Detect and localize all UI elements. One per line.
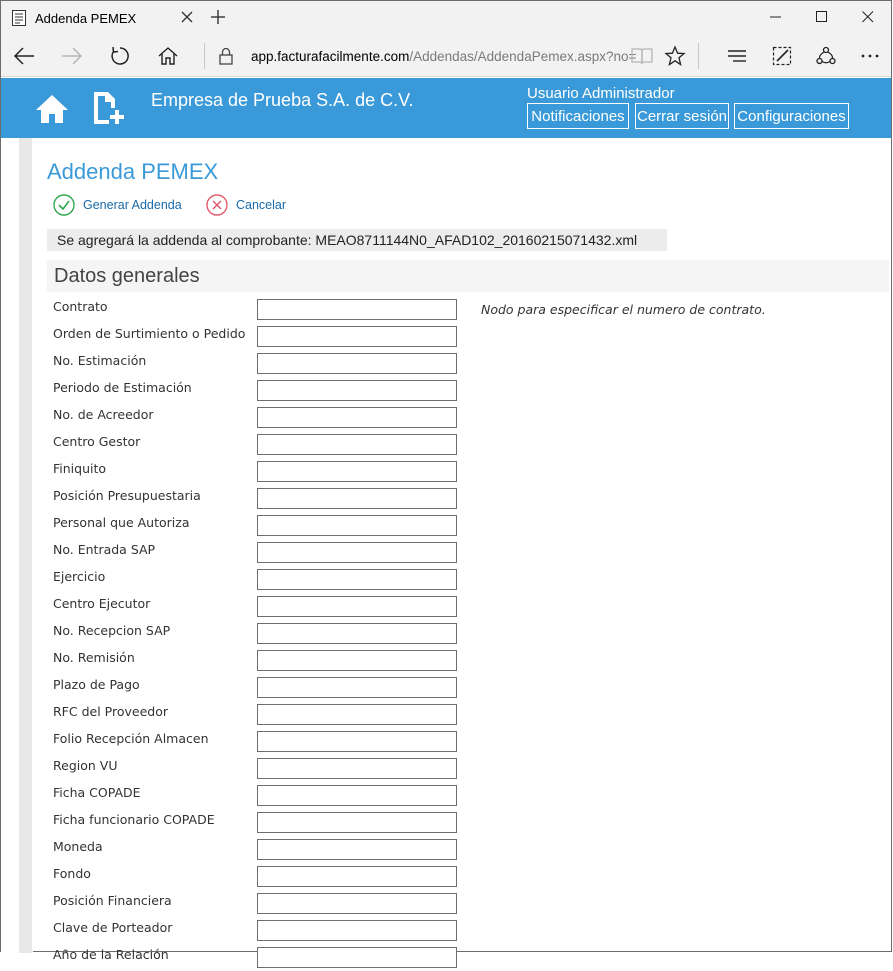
field-input[interactable] — [257, 812, 457, 833]
form-row — [33, 512, 891, 539]
form-row — [33, 917, 891, 944]
form-row — [33, 323, 891, 350]
field-input[interactable] — [257, 785, 457, 806]
web-note-button[interactable] — [759, 35, 805, 77]
generate-addenda-button[interactable] — [53, 194, 182, 216]
settings-button[interactable]: Configuraciones — [734, 103, 849, 129]
form-row — [33, 350, 891, 377]
field-label: Clave de Porteador — [53, 920, 173, 935]
form-row — [33, 566, 891, 593]
form-row — [33, 674, 891, 701]
refresh-button[interactable] — [97, 35, 143, 77]
field-input[interactable] — [257, 920, 457, 941]
field-label: No. Estimación — [53, 353, 147, 368]
lock-icon — [218, 47, 234, 65]
field-input[interactable] — [257, 434, 457, 455]
form-row — [33, 890, 891, 917]
nav-separator-2 — [698, 43, 699, 69]
field-label: Fondo — [53, 866, 91, 881]
nav-separator — [204, 43, 205, 69]
home-icon[interactable] — [35, 93, 69, 125]
forward-arrow-icon — [61, 47, 83, 65]
url-text — [251, 48, 637, 64]
field-label: No. Entrada SAP — [53, 542, 156, 557]
field-label: Finiquito — [53, 461, 107, 476]
cancel-label: Cancelar — [236, 198, 287, 212]
form-row — [33, 809, 891, 836]
field-input[interactable] — [257, 623, 457, 644]
field-label: Centro Ejecutor — [53, 596, 151, 611]
share-button[interactable] — [803, 35, 849, 77]
field-input[interactable] — [257, 353, 457, 374]
field-label: Personal que Autoriza — [53, 515, 190, 530]
form-row — [33, 782, 891, 809]
field-label: No. Remisión — [53, 650, 135, 665]
field-input[interactable] — [257, 569, 457, 590]
form-row — [33, 593, 891, 620]
home-button[interactable] — [145, 35, 191, 77]
new-document-icon[interactable] — [91, 90, 125, 126]
web-note-icon — [772, 46, 792, 66]
notice-banner: Se agregará la addenda al comprobante: MEAO8711144N0_AFAD102_20160215071432.xml — [47, 229, 667, 251]
form-row — [33, 539, 891, 566]
field-input[interactable] — [257, 407, 457, 428]
close-icon — [862, 11, 874, 23]
cancel-button[interactable] — [206, 194, 286, 216]
tab-bar — [1, 1, 891, 35]
share-icon — [816, 46, 836, 66]
form-row — [33, 458, 891, 485]
field-input[interactable] — [257, 731, 457, 752]
form-row — [33, 485, 891, 512]
forward-button[interactable] — [49, 35, 95, 77]
back-button[interactable] — [1, 35, 47, 77]
main-content — [33, 138, 891, 962]
star-icon — [665, 46, 685, 66]
form-fields — [33, 296, 891, 971]
field-label: Ficha funcionario COPADE — [53, 812, 215, 827]
home-outline-icon — [158, 47, 178, 65]
form-row — [33, 701, 891, 728]
address-bar[interactable] — [213, 41, 663, 71]
logout-button[interactable]: Cerrar sesión — [635, 103, 729, 129]
hub-icon — [727, 48, 747, 64]
form-row — [33, 296, 891, 323]
minimize-button[interactable] — [753, 1, 799, 33]
close-window-button[interactable] — [845, 1, 891, 33]
field-input[interactable] — [257, 461, 457, 482]
user-name: Usuario Administrador — [527, 85, 675, 102]
field-label: Año de la Relación — [53, 947, 169, 962]
refresh-icon — [110, 46, 130, 66]
navigation-bar — [1, 35, 891, 77]
close-tab-icon[interactable] — [179, 9, 195, 25]
form-row — [33, 431, 891, 458]
minimize-icon — [770, 11, 782, 23]
field-input[interactable] — [257, 488, 457, 509]
company-name: Empresa de Prueba S.A. de C.V. — [151, 90, 414, 110]
form-row — [33, 836, 891, 863]
field-input[interactable] — [257, 947, 457, 968]
generate-addenda-label: Generar Addenda — [83, 198, 182, 212]
cancel-circle-icon — [206, 194, 228, 216]
left-rail — [1, 138, 33, 953]
field-label: Moneda — [53, 839, 103, 854]
field-input[interactable] — [257, 326, 457, 347]
form-row — [33, 647, 891, 674]
form-row — [33, 944, 891, 971]
url-host: app.facturafacilmente.com — [251, 48, 410, 64]
field-label: Contrato — [53, 299, 108, 314]
field-label: Ejercicio — [53, 569, 106, 584]
page-icon — [12, 10, 26, 26]
favorite-button[interactable] — [652, 35, 698, 77]
field-input[interactable] — [257, 299, 457, 320]
maximize-button[interactable] — [799, 1, 845, 33]
contract-help-text: Nodo para especificar el numero de contrato. — [481, 302, 766, 317]
form-row — [33, 755, 891, 782]
field-input[interactable] — [257, 515, 457, 536]
tab-title: Addenda PEMEX — [35, 10, 137, 26]
back-arrow-icon — [13, 47, 35, 65]
field-label: Periodo de Estimación — [53, 380, 192, 395]
field-input[interactable] — [257, 650, 457, 671]
field-input[interactable] — [257, 677, 457, 698]
more-icon — [860, 53, 880, 59]
tab-addenda-pemex[interactable] — [1, 1, 201, 35]
field-input[interactable] — [257, 542, 457, 563]
url-path: /Addendas/AddendaPemex.aspx?no= — [409, 48, 637, 64]
field-input[interactable] — [257, 839, 457, 860]
field-label: Orden de Surtimiento o Pedido — [53, 326, 246, 341]
field-input[interactable] — [257, 893, 457, 914]
field-label: No. Recepcion SAP — [53, 623, 171, 638]
maximize-icon — [816, 11, 828, 23]
field-label: Plazo de Pago — [53, 677, 140, 692]
field-input[interactable] — [257, 596, 457, 617]
field-input[interactable] — [257, 758, 457, 779]
field-label: Region VU — [53, 758, 118, 773]
form-row — [33, 620, 891, 647]
check-circle-icon — [53, 194, 75, 216]
field-input[interactable] — [257, 704, 457, 725]
field-input[interactable] — [257, 866, 457, 887]
field-label: RFC del Proveedor — [53, 704, 168, 719]
field-input[interactable] — [257, 380, 457, 401]
reading-view-icon — [631, 47, 653, 65]
field-label: Folio Recepción Almacen — [53, 731, 209, 746]
form-row — [33, 404, 891, 431]
page-title: Addenda PEMEX — [47, 159, 219, 184]
form-row — [33, 728, 891, 755]
field-label: Ficha COPADE — [53, 785, 141, 800]
form-row — [33, 377, 891, 404]
hub-button[interactable] — [714, 35, 760, 77]
more-button[interactable] — [847, 35, 893, 77]
field-label: Centro Gestor — [53, 434, 141, 449]
section-title: Datos generales — [54, 265, 200, 287]
field-label: Posición Presupuestaria — [53, 488, 201, 503]
form-row — [33, 863, 891, 890]
app-header — [1, 78, 891, 138]
notifications-button[interactable]: Notificaciones — [527, 103, 629, 129]
field-label: Posición Financiera — [53, 893, 172, 908]
field-label: No. de Acreedor — [53, 407, 154, 422]
left-rail-bar — [19, 138, 32, 953]
section-header — [47, 260, 889, 292]
new-tab-icon[interactable] — [209, 8, 227, 26]
